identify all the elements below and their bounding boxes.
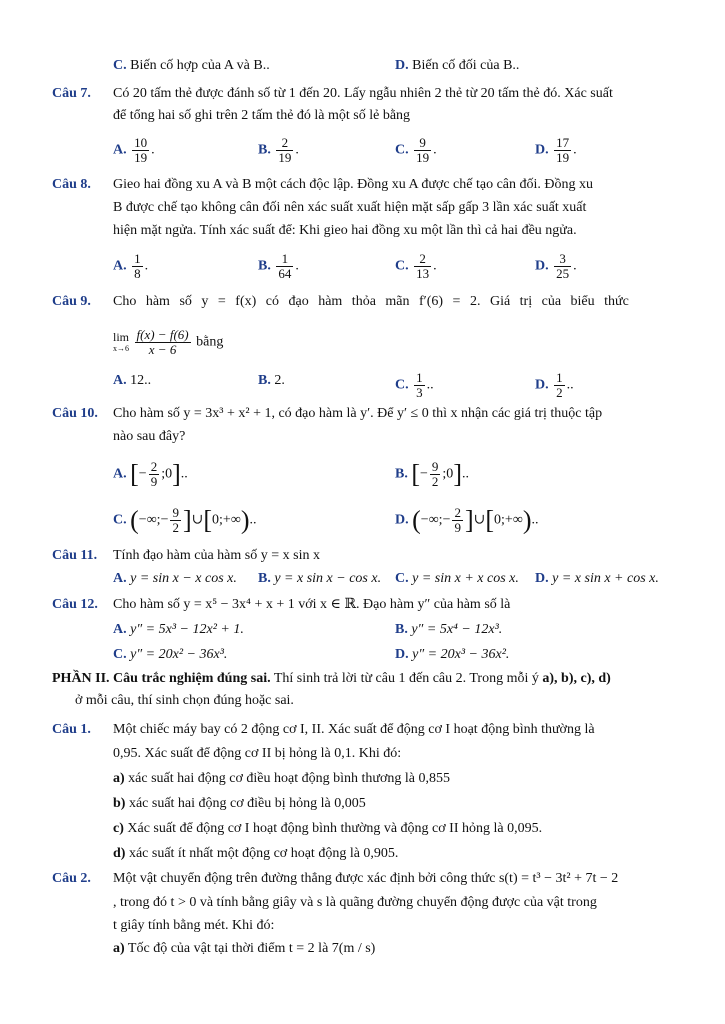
q10-option-c-label: C. [113, 512, 127, 528]
q11-option-a-label: A. [113, 571, 127, 586]
q7-option-a: A. $\frac{10}{19}$ . [113, 135, 155, 165]
q10-option-a-fraction: $\frac{2}{9}$ [150, 459, 158, 489]
q7-option-d: D. $\frac{17}{19}$ . [535, 135, 577, 165]
q6-option-d-text: Biến cố đối của B.. [412, 58, 520, 73]
q9-option-c-fraction: $\frac{1}{3}$ [416, 370, 423, 400]
q7-option-b: B. $\frac{2}{19}$ . [258, 135, 299, 165]
q12-option-b-label: B. [395, 622, 408, 637]
q11-option-a: A. y = sin x − x cos x. [113, 571, 237, 586]
q8-option-a-label: A. [113, 258, 127, 274]
q8-option-d-label: D. [535, 258, 549, 274]
q7-option-a-label: A. [113, 142, 127, 158]
p2q1-label: Câu 1. [52, 722, 91, 737]
q7-label: Câu 7. [52, 86, 91, 101]
q7-line-2: để tổng hai số ghi trên 2 tấm thẻ đó là một số lẻ bằng [113, 108, 411, 123]
q8-option-c-fraction: $\frac{2}{13}$ [416, 251, 430, 281]
q8-option-d: D. $\frac{3}{25}$ . [535, 251, 577, 281]
q11-option-d-label: D. [535, 571, 549, 586]
q6-option-c-label: C. [113, 58, 127, 73]
q12-option-c: C. y″ = 20x² − 36x³. [113, 647, 228, 662]
q6-option-c-text: Biến cố hợp của A và B.. [130, 58, 270, 73]
p2q1-line-2: 0,95. Xác suất để động cơ II bị hỏng là 0,1. Khi đó: [113, 746, 402, 761]
q9-option-a-label: A. [113, 373, 127, 388]
q8-line-3: hiện mặt ngửa. Tính xác suất để: Khi gieo hai đồng xu một lần thì cả hai đều ngửa. [113, 223, 577, 238]
part2-instructions: Thí sinh trả lời từ câu 1 đến câu 2. Trong mỗi ý [273, 671, 539, 686]
p2q1-item-b: b) xác suất hai động cơ điều bị hỏng là 0,005 [113, 796, 366, 811]
q9-limit-expression [113, 328, 223, 357]
q11-option-c: C. y = sin x + x cos x. [395, 571, 519, 586]
q9-option-c: C. $\frac{1}{3}$ .. [395, 370, 434, 400]
q10-option-d-label: D. [395, 512, 409, 528]
p2q2-item-a: a) Tốc độ của vật tại thời điểm t = 2 là 7(m / s) [113, 941, 376, 956]
q10-option-d-fraction: $\frac{2}{9}$ [454, 505, 461, 535]
q6-option-c [113, 56, 270, 76]
q12-label: Câu 12. [52, 597, 98, 612]
q11-option-d: D. y = x sin x + cos x. [535, 571, 659, 586]
q7-line-1: Có 20 tấm thẻ được đánh số từ 1 đến 20. Lấy ngẫu nhiên 2 thẻ từ 20 tấm thẻ đó. Xác suất [113, 86, 613, 101]
q11-option-b-label: B. [258, 571, 271, 586]
q8-option-b-label: B. [258, 258, 271, 274]
q8-line-1: Gieo hai đồng xu A và B một cách độc lập. Đồng xu A được chế tạo cân đối. Đồng xu [113, 177, 594, 192]
q8-option-b: B. $\frac{1}{64}$ . [258, 251, 299, 281]
q10-line-1: Cho hàm số y = 3x³ + x² + 1, có đạo hàm là y′. Để y′ ≤ 0 thì x nhận các giá trị thuộc tập [113, 406, 603, 421]
q8-option-a: A. $\frac{1}{8}$ . [113, 251, 149, 281]
q12-option-d: D. y″ = 20x³ − 36x². [395, 647, 510, 662]
q8-option-d-fraction: $\frac{3}{25}$ [556, 251, 570, 281]
q8-line-2: B được chế tạo không cân đối nên xác suất xuất hiện mặt sấp gấp 3 lần xác suất xuất [113, 200, 587, 215]
q12-option-a-label: A. [113, 622, 127, 637]
q7-option-b-fraction: $\frac{2}{19}$ [278, 135, 292, 165]
q8-option-c: C. $\frac{2}{13}$ . [395, 251, 437, 281]
q12-option-a: A. y″ = 5x³ − 12x² + 1. [113, 622, 244, 637]
q7-option-b-label: B. [258, 142, 271, 158]
q10-option-a: A. [− $\frac{2}{9}$ ;0].. [113, 459, 188, 489]
q9-option-b-label: B. [258, 373, 271, 388]
p2q1-item-a: a) xác suất hai động cơ điều hoạt động bình thương là 0,855 [113, 771, 450, 786]
q9-option-d: D. $\frac{1}{2}$ .. [535, 370, 574, 400]
q9-line-1: Cho hàm số y = f(x) có đạo hàm thỏa mãn f′(6) = 2. Giá trị của biểu thức [113, 294, 629, 309]
q12-option-d-label: D. [395, 647, 409, 662]
p2q2-line-1: Một vật chuyển động trên đường thẳng được xác định bởi công thức s(t) = t³ − 3t² + 7t − 2 [113, 871, 619, 886]
p2q2-label: Câu 2. [52, 871, 91, 886]
q8-option-c-label: C. [395, 258, 409, 274]
q10-option-a-label: A. [113, 466, 127, 482]
q9-option-d-fraction: $\frac{1}{2}$ [556, 370, 563, 400]
q11-line-1: Tính đạo hàm của hàm số y = x sin x [113, 548, 320, 563]
q8-option-a-fraction: $\frac{1}{8}$ [134, 251, 141, 281]
q9-option-a [113, 371, 151, 391]
q7-option-c: C. $\frac{9}{19}$ . [395, 135, 437, 165]
q9-label: Câu 9. [52, 294, 91, 309]
q12-option-b: B. y″ = 5x⁴ − 12x³. [395, 622, 503, 637]
q10-option-b-fraction: $\frac{9}{2}$ [431, 459, 439, 489]
q12-option-c-label: C. [113, 647, 127, 662]
q8-label: Câu 8. [52, 177, 91, 192]
q11-label: Câu 11. [52, 548, 98, 563]
q9-limit: lim x→6 [113, 329, 130, 353]
p2q2-line-2: , trong đó t > 0 và tính bằng giây và s là quãng đường chuyển động được của vật trong [113, 895, 597, 910]
q10-option-b-label: B. [395, 466, 408, 482]
q9-option-b [258, 371, 285, 391]
q11-option-b: B. y = x sin x − cos x. [258, 571, 382, 586]
q10-option-d: D. (−∞;− $\frac{2}{9}$ ]∪[0;+∞).. [395, 505, 539, 535]
q10-label: Câu 10. [52, 406, 98, 421]
q6-option-d-label: D. [395, 58, 409, 73]
q9-option-c-label: C. [395, 377, 409, 393]
part2-items: a), b), c), d) [542, 671, 611, 686]
q9-limit-tail: bằng [196, 334, 224, 350]
q10-line-2: nào sau đây? [113, 429, 186, 444]
p2q1-item-d: d) xác suất ít nhất một động cơ hoạt động là 0,905. [113, 846, 399, 861]
q7-option-d-fraction: $\frac{17}{19}$ [556, 135, 570, 165]
q9-option-d-label: D. [535, 377, 549, 393]
p2q2-line-3: t giây tính bằng mét. Khi đó: [113, 918, 275, 933]
q10-option-c-fraction: $\frac{9}{2}$ [172, 505, 179, 535]
q7-option-c-fraction: $\frac{9}{19}$ [416, 135, 430, 165]
q8-option-b-fraction: $\frac{1}{64}$ [278, 251, 292, 281]
p2q1-item-c: c) Xác suất để động cơ I hoạt động bình thường và động cơ II hỏng là 0,095. [113, 821, 543, 836]
p2q1-line-1: Một chiếc máy bay có 2 động cơ I, II. Xác suất để động cơ I hoạt động bình thường là [113, 722, 595, 737]
part2-heading [52, 669, 611, 689]
q9-option-a-text: 12.. [130, 373, 152, 388]
q7-option-a-fraction: $\frac{10}{19}$ [134, 135, 148, 165]
q10-option-c: C. (−∞;− $\frac{9}{2}$ ]∪[0;+∞).. [113, 505, 257, 535]
q7-option-d-label: D. [535, 142, 549, 158]
q7-option-c-label: C. [395, 142, 409, 158]
q12-line-1: Cho hàm số y = x⁵ − 3x⁴ + x + 1 với x ∈ ℝ. Đạo hàm y″ của hàm số là [113, 597, 511, 612]
part2-title: PHẦN II. Câu trắc nghiệm đúng sai. [52, 671, 271, 686]
q9-option-b-text: 2. [274, 373, 285, 388]
q11-option-c-label: C. [395, 571, 409, 586]
q6-option-d [395, 56, 519, 76]
q9-limit-fraction: $\frac{f(x) - f(6)}{x - 6}$ [136, 327, 189, 357]
part2-instructions-2: ở mỗi câu, thí sinh chọn đúng hoặc sai. [75, 693, 294, 708]
q10-option-b: B. [− $\frac{9}{2}$ ;0].. [395, 459, 469, 489]
